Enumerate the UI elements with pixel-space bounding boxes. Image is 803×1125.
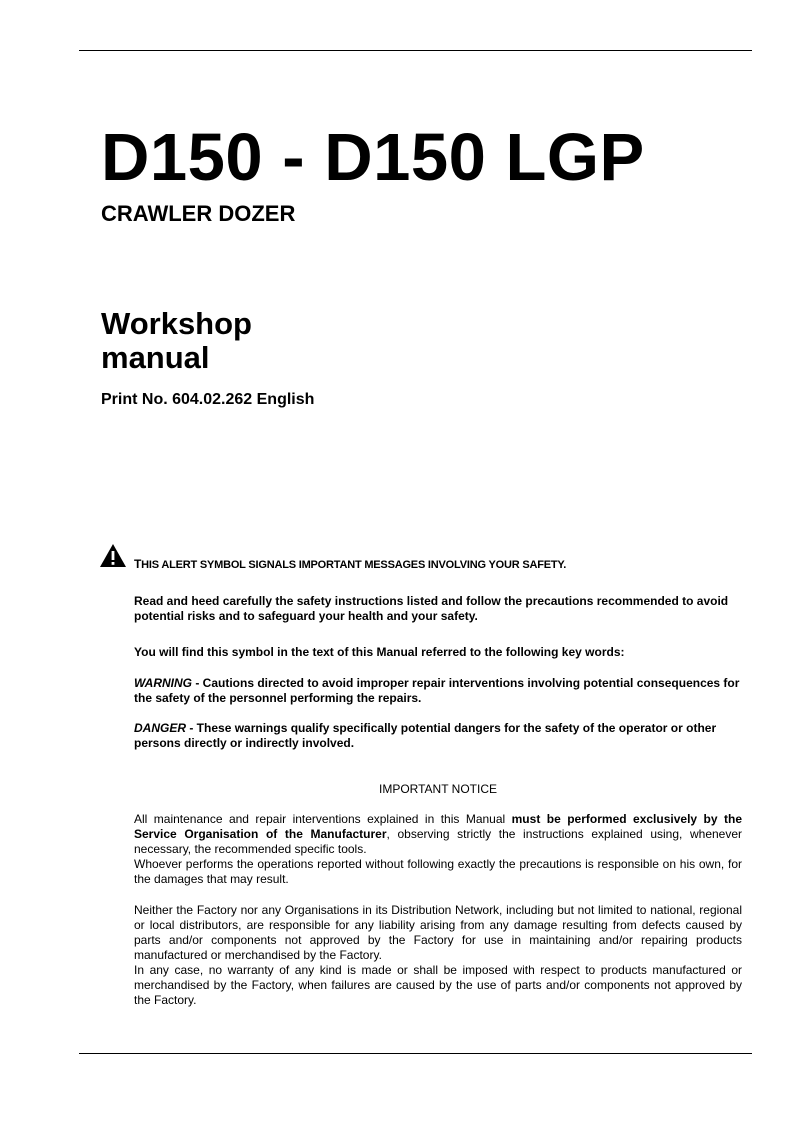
notice-paragraph-4: In any case, no warranty of any kind is made or shall be imposed with respect to products manufactured or merchandised by the Factory, when failures are caused by the use of parts and/or components not approved by the Factory.: [134, 963, 742, 1007]
notice-p1-start: All maintenance and repair interventions explained in this Manual: [134, 812, 512, 826]
warning-text: - Cautions directed to avoid improper repair interventions involving potential consequences for the safety of the personnel performing the repairs.: [134, 676, 740, 705]
safety-alert-heading: [134, 557, 566, 571]
bottom-rule: [79, 1053, 752, 1054]
notice-paragraph-2: Whoever performs the operations reported without following exactly the precautions is responsible on his own, for the damages that may result.: [134, 857, 742, 886]
page-subtitle: CRAWLER DOZER: [101, 201, 296, 226]
page-title: D150 - D150 LGP: [101, 120, 645, 195]
notice-title: IMPORTANT NOTICE: [378, 782, 497, 796]
alert-heading-text: HIS ALERT SYMBOL SIGNALS IMPORTANT MESSAGES INVOLVING YOUR SAFETY: [141, 559, 564, 571]
alert-first-letter: T: [134, 557, 142, 571]
danger-paragraph: [134, 721, 742, 751]
notice-paragraph-1: [134, 812, 742, 857]
manual-type: [101, 307, 252, 375]
top-rule: [79, 50, 752, 51]
safety-instructions: Read and heed carefully the safety instructions listed and follow the precautions recommended to avoid potential risks and to safeguard your health and your safety.: [134, 594, 729, 623]
notice-paragraph-3: Neither the Factory nor any Organisations in its Distribution Network, including but not limited to national, regional or local distributors, are responsible for any liability arising from any damage resulting from defects caused by parts and/or components not approved by the Factory for use in maintaining and/or repairing products manufactured or merchandised by the Factory.: [134, 903, 742, 962]
danger-text: - These warnings qualify specifically potential dangers for the safety of the operator or other persons directly or indirectly involved.: [134, 721, 717, 750]
manual-type-line2: manual: [101, 340, 210, 375]
manual-type-line1: Workshop: [101, 306, 252, 341]
warning-paragraph: [134, 676, 742, 706]
notice-p1-bold: must be performed exclusively by the Service Organisation of the Manufacturer: [134, 812, 742, 841]
danger-keyword: DANGER: [134, 721, 187, 735]
notice-p1-end: , observing strictly the instructions explained using, whenever necessary, the recommended specific tools.: [134, 827, 743, 856]
print-number: Print No. 604.02.262 English: [101, 391, 315, 408]
warning-triangle-icon: [99, 543, 127, 568]
warning-keyword: WARNING: [134, 676, 192, 690]
alert-heading-end: .: [563, 559, 567, 571]
symbol-note: You will find this symbol in the text of this Manual referred to the following key words:: [134, 645, 625, 659]
